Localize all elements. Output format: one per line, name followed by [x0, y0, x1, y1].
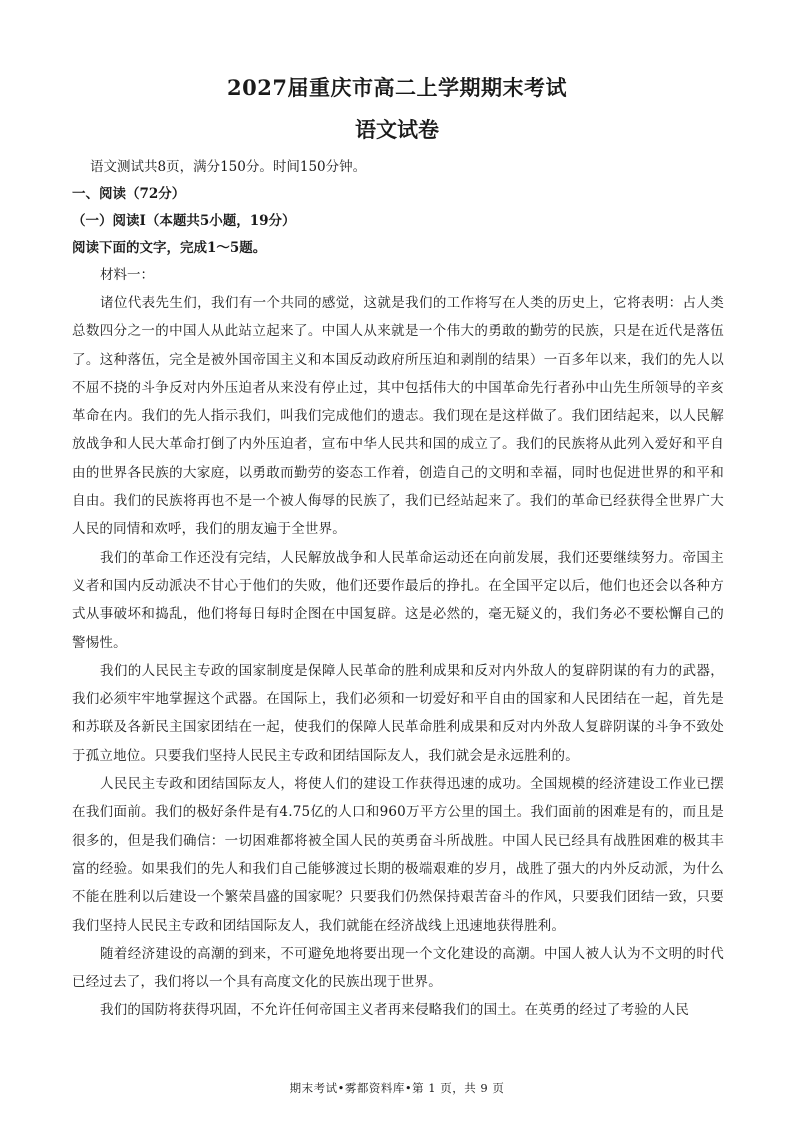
- page-title: 2027届重庆市高二上学期期末考试: [227, 75, 567, 100]
- subsection-heading: （一）阅读Ⅰ（本题共5小题，19分）: [72, 213, 296, 229]
- passage-paragraph: 随着经济建设的高潮的到来，不可避免地将要出现一个文化建设的高潮。中国人被人认为不文明的时代已经过去了，我们将以一个具有高度文化的民族出现于世界。: [72, 945, 724, 991]
- passage-paragraph: 我们的人民民主专政的国家制度是保障人民革命的胜利成果和反对内外敌人的复辟阴谋的有力的武器，我们必须牢牢地掌握这个武器。在国际上，我们必须和一切爱好和平自由的国家和人民团结在一起，首先是和苏联及各新民主国家团结在一起，使我们的保障人民革命胜利成果和反对内外敌人复辟阴谋的斗争不致处于孤立地位。只要我们坚持人民民主专政和团结国际友人，我们就会是永远胜利的。: [72, 662, 724, 764]
- exam-intro: 语文测试共8页，满分150分。时间150分钟。: [90, 159, 367, 175]
- reading-instruction: 阅读下面的文字，完成1～5题。: [72, 240, 267, 256]
- passage-paragraph: 诸位代表先生们，我们有一个共同的感觉，这就是我们的工作将写在人类的历史上，它将表明：占人类总数四分之一的中国人从此站立起来了。中国人从来就是一个伟大的勇敢的勤劳的民族，只是在近代是落伍了。这种落伍，完全是被外国帝国主义和本国反动政府所压迫和剥削的结果）一百多年以来，我们的先人以不屈不挠的斗争反对内外压迫者从来没有停止过，其中包括伟大的中国革命先行者孙中山先生所领导的辛亥革命在内。我们的先人指示我们，叫我们完成他们的遗志。我们现在是这样做了。我们团结起来，以人民解放战争和人民大革命打倒了内外压迫者，宣布中华人民共和国的成立了。我们的民族将从此列入爱好和平自由的世界各民族的大家庭，以勇敢而勤劳的姿态工作着，创造自己的文明和幸福，同时也促进世界的和平和自由。我们的民族将再也不是一个被人侮辱的民族了，我们已经站起来了。我们的革命已经获得全世界广大人民的同情和欢呼，我们的朋友遍于全世界。: [72, 295, 724, 538]
- passage-paragraph: 我们的革命工作还没有完结，人民解放战争和人民革命运动还在向前发展，我们还要继续努力。帝国主义者和国内反动派决不甘心于他们的失败，他们还要作最后的挣扎。在全国平定以后，他们也还会以各种方式从事破坏和捣乱，他们将每日每时企图在中国复辟。这是必然的，毫无疑义的，我们务必不要松懈自己的警惕性。: [72, 549, 724, 651]
- page-footer: 期末考试•雾都资料库•第 1 页，共 9 页: [289, 1081, 505, 1095]
- exam-content: [72, 154, 724, 1025]
- section-heading: 一、阅读（72分）: [72, 186, 186, 202]
- passage-paragraph: 我们的国防将获得巩固，不允许任何帝国主义者再来侵略我们的国土。在英勇的经过了考验的人民: [100, 1002, 690, 1019]
- passage-paragraph: 人民民主专政和团结国际友人，将使人们的建设工作获得迅速的成功。全国规模的经济建设工作业已摆在我们面前。我们的极好条件是有4.75亿的人口和960万平方公里的国土。我们面前的困难是有的，而且是很多的，但是我们确信：一切困难都将被全国人民的英勇奋斗所战胜。中国人民已经具有战胜困难的极其丰富的经验。如果我们的先人和我们自己能够渡过长期的极端艰难的岁月，战胜了强大的内外反动派，为什么不能在胜利以后建设一个繁荣昌盛的国家呢？只要我们仍然保持艰苦奋斗的作风，只要我们团结一致，只要我们坚持人民民主专政和团结国际友人，我们就能在经济战线上迅速地获得胜利。: [72, 776, 724, 934]
- material-label: 材料一：: [100, 267, 154, 283]
- page-subtitle: 语文试卷: [355, 117, 439, 142]
